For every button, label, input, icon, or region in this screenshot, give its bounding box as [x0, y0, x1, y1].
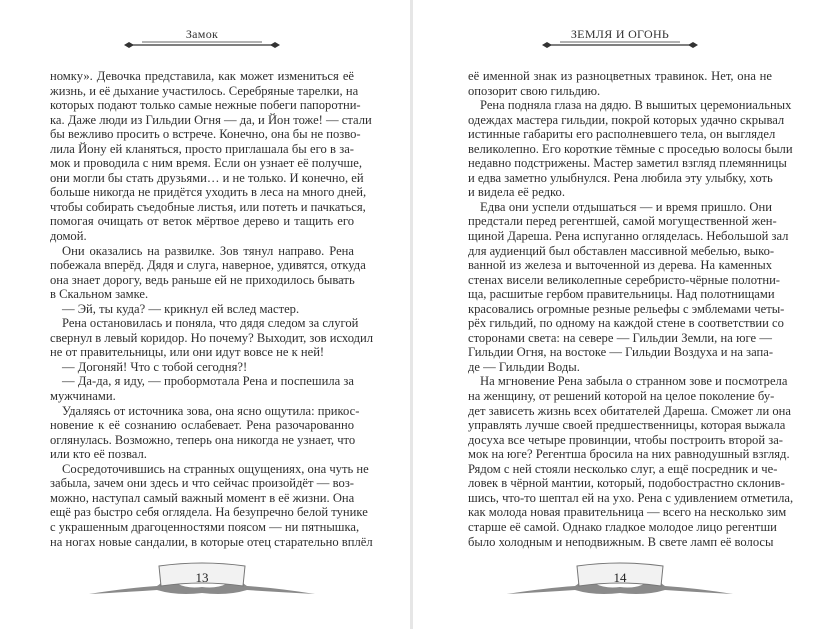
paragraph	[468, 374, 794, 549]
text-line: оглянулась. Возможно, теперь она никогда не узнает, что	[50, 432, 356, 447]
text-line: Гильдии Огня, на востоке — Гильдии Воздуха и на запа-	[468, 345, 774, 360]
text-line: Сосредоточившись на странных ощущениях, она чуть не	[62, 461, 369, 476]
text-line: рёх гильдий, по одному на каждой стене в соответствии со	[468, 316, 784, 331]
text-line: забыла, зачем они здесь и что сейчас произойдёт — воз-	[50, 476, 354, 491]
text-line: домой.	[50, 229, 87, 244]
text-line: великолепно. Его короткие тёмные с проседью волосы были	[468, 141, 793, 156]
text-line: побежала вперёд. Дядя и слуга, наверное, удивятся, откуда	[50, 258, 366, 273]
text-line: ща, расшитые гербом правительницы. Над полотнищами	[468, 287, 775, 302]
text-line: больше никогда не придётся уходить в леса на много дней,	[50, 185, 367, 200]
text-line: как молода новая правительница — всего на несколько зим	[468, 505, 787, 520]
paragraph	[468, 98, 793, 200]
text-line: в Скальном замке.	[50, 287, 149, 302]
text-line: Удаляясь от источника зова, она ясно ощутила: прикос-	[62, 403, 360, 418]
running-head: ЗЕМЛЯ И ОГОНЬ	[570, 27, 670, 41]
text-line: дет зависеть жизнь всех обитателей Дареша. Сможет ли она	[468, 403, 791, 418]
text-line: предстали перед регентшей, самой могущественной жен-	[468, 214, 777, 229]
text-line: и едва заметно улыбнулся. Рена любила эту улыбку, хоть	[468, 170, 773, 185]
text-line: лила Йону ей кланяться, просто приглашала бы его в за-	[50, 141, 354, 156]
text-line: щиной Дареша. Рена испуганно огляделась. Небольшой зал	[468, 229, 789, 244]
text-line: на женщину, от решений которой на целое поколение бу-	[468, 389, 775, 404]
text-line: она знает дорогу, ведь раньше ей не приходилось бывать	[50, 272, 355, 287]
text-line: Рена остановилась и поняла, что дядя следом за слугой	[62, 316, 359, 331]
text-line: новение к её сознанию ослабевает. Рена разочарованно	[50, 418, 354, 433]
text-line: ка. Даже люди из Гильдии Огня — да, и Йон тоже! — стали	[50, 112, 372, 127]
text-line: мужчинами.	[50, 389, 116, 404]
body-text	[468, 69, 794, 549]
text-line: её именной знак из разноцветных травинок. Нет, она не	[468, 69, 772, 83]
text-line: жизнь, и её дыхание участилось. Серебряные тарелки, на	[50, 83, 359, 98]
paragraph	[50, 302, 354, 317]
text-line: одеждах мастера гильдии, покрой которых удачно скрывал	[468, 112, 785, 127]
right-page	[410, 0, 820, 629]
paragraph	[50, 69, 372, 244]
paragraph	[50, 461, 373, 549]
text-line: свернул в левый коридор. Но почему? Выходит, зов исходил	[50, 330, 374, 345]
text-line: недавно подстрижены. Мастер заметил взгляд племянницы	[468, 156, 787, 171]
text-line: они могли бы стать друзьями… и не только. И конечно, ей	[50, 170, 364, 185]
text-line: на ногах новые сандалии, в которые отец старательно вплёл	[50, 534, 373, 549]
text-line: с украшенным драгоценностями поясом — ни пятнышка,	[50, 519, 360, 534]
text-line: помогая очищать от веток мёртвое дерево и тащить его	[50, 214, 354, 229]
text-line: Они оказались на развилке. Зов тянул направо. Рена	[62, 243, 354, 258]
paragraph	[50, 374, 354, 403]
header-ornament-rule	[122, 40, 282, 50]
text-line: можно, наступал самый важный момент в её жизни. Она	[50, 490, 355, 505]
text-line: чтобы собирать съедобные листья, или потеть и пачкаться,	[50, 199, 366, 214]
text-line: ловек в чёрной мантии, который, подобострастно склонив-	[468, 476, 785, 491]
text-line: для аудиенций был обставлен массивной мебелью, выко-	[468, 243, 775, 258]
text-line: и видела её редко.	[468, 185, 565, 200]
page-number: 13	[195, 570, 209, 585]
text-line: которых подают только самые нежные побеги папоротни-	[50, 98, 361, 113]
text-line: — Эй, ты куда? — крикнул ей вслед мастер.	[62, 301, 300, 316]
paragraph	[50, 316, 374, 360]
text-line: бы вежливо просить о встрече. Конечно, она бы не позво-	[50, 127, 361, 142]
body-text	[50, 69, 374, 549]
text-line: управлять лучше своей предшественницы, которая выжала	[468, 418, 786, 433]
paragraph	[50, 360, 354, 375]
text-line: досуха все четыре провинции, чтобы построить второй за-	[468, 432, 783, 447]
text-line: стенах висели великолепные серебристо-чёрные полотни-	[468, 272, 781, 287]
text-line: опозорит свою гильдию.	[468, 83, 601, 98]
text-line: На мгновение Рена забыла о странном зове и посмотрела	[480, 374, 788, 389]
text-line: Рядом с ней стояли несколько слуг, а ещё посредник и че-	[468, 461, 778, 476]
text-line: — Догоняй! Что с тобой сегодня?!	[62, 359, 248, 374]
text-line: не от правительницы, или они идут вовсе не к ней!	[50, 345, 325, 360]
text-line: — Да-да, я иду, — пробормотала Рена и поспешила за	[62, 374, 354, 389]
text-line: было холодным и неподвижным. В свете ламп её волосы	[468, 534, 774, 549]
header-ornament-rule	[540, 40, 700, 50]
paragraph	[50, 243, 366, 302]
text-line: шись, что-то шептал ей на ухо. Рена с удивлением отметила,	[468, 490, 794, 505]
paragraph	[468, 199, 789, 375]
text-line: де — Гильдии Воды.	[468, 359, 580, 374]
text-line: старше её самой. Однако гладкое молодое лицо регентши	[468, 519, 777, 534]
paragraph	[50, 403, 360, 462]
text-line: Рена подняла глаза на дядю. В вышитых церемониальных	[480, 98, 792, 113]
text-line: номку». Девочка представила, как может измениться её	[50, 69, 354, 83]
page-number: 14	[613, 570, 627, 585]
text-line: истинные габариты его располневшего тела, он выглядел	[468, 127, 776, 142]
text-line: или кто её позвал.	[50, 447, 147, 462]
paragraph	[468, 69, 772, 98]
text-line: красовались огромные резные рельефы с эмблемами четы-	[468, 301, 785, 316]
text-line: Едва они успели отдышаться — и время пришло. Они	[480, 199, 772, 214]
text-line: ванной из железа и выточенной из дерева. На каменных	[468, 258, 772, 273]
running-head: Замок	[185, 27, 219, 41]
text-line: ещё раз быстро себя оглядела. На безупречно белой тунике	[50, 505, 368, 520]
text-line: сторонами света: на севере — Гильдии Земли, на юге —	[468, 330, 772, 345]
text-line: мок на юге? Регентша бросила на них равнодушный взгляд.	[468, 447, 790, 462]
text-line: мок и проводила с ним время. Если он узнает её получше,	[50, 156, 362, 171]
